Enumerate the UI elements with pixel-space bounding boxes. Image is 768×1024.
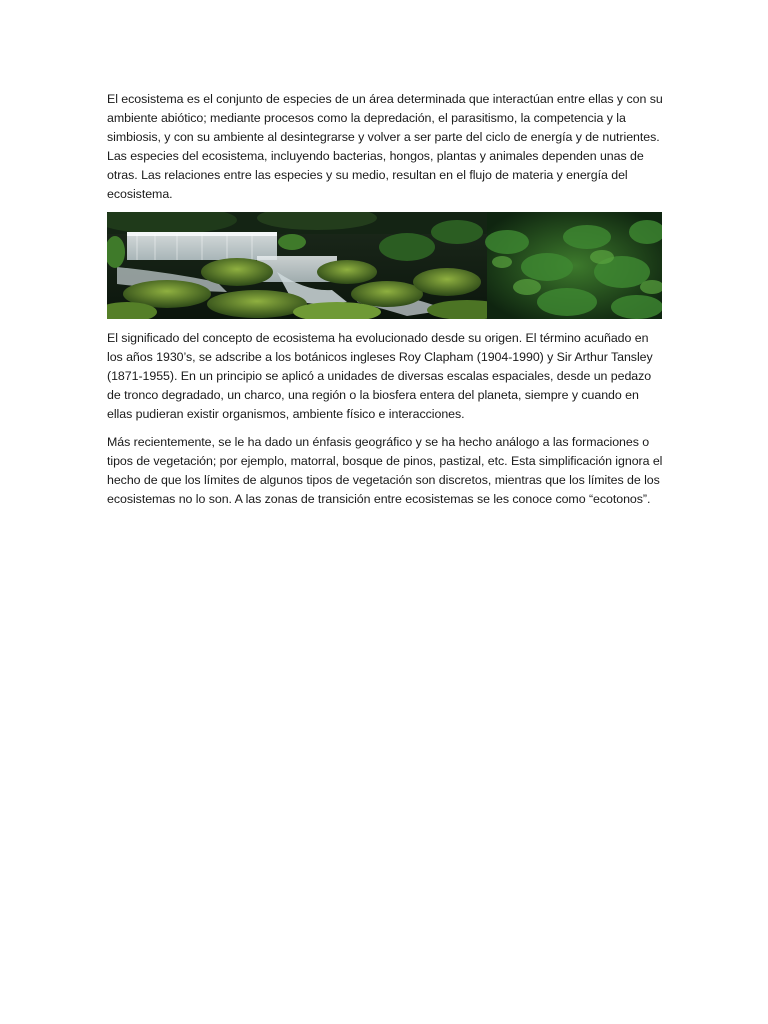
paragraph-3: Más recientemente, se le ha dado un énfasis geográfico y se ha hecho análogo a las formaciones o tipos de vegetación; por ejemplo, matorral, bosque de pinos, pastizal, etc. Esta simplificación ignora el hecho de que los límites de algunos tipos de vegetación son discretos, mientras que los límites de los ecosistemas no lo son. A las zonas de transición entre ecosistemas se les conoce como “ecotonos”. [107,435,663,506]
waterfall-image [107,212,662,319]
waterfall-photo-illustration [107,212,662,319]
paragraph-1: El ecosistema es el conjunto de especies de un área determinada que interactúan entre ellas y con su ambiente abiótico; mediante procesos como la depredación, el parasitismo, la competencia y la simbiosis, y con su ambiente al desintegrarse y volver a ser parte del ciclo de energía y de nutrientes. Las especies del ecosistema, incluyendo bacterias, hongos, plantas y animales dependen unas de otras. Las relaciones entre las especies y su medio, resultan en el flujo de materia y energía del ecosistema. [107,92,663,201]
paragraph-2: El significado del concepto de ecosistema ha evolucionado desde su origen. El término acuñado en los años 1930’s, se adscribe a los botánicos ingleses Roy Clapham (1904-1990) y Sir Arthur Tansley (1871-1955). En un principio se aplicó a unidades de diversas escalas espaciales, desde un pedazo de tronco degradado, un charco, una región o la biosfera entera del planeta, siempre y cuando en ellas pudieran existir organismos, ambiente físico e interacciones. [107,331,653,421]
document-page [107,90,663,509]
